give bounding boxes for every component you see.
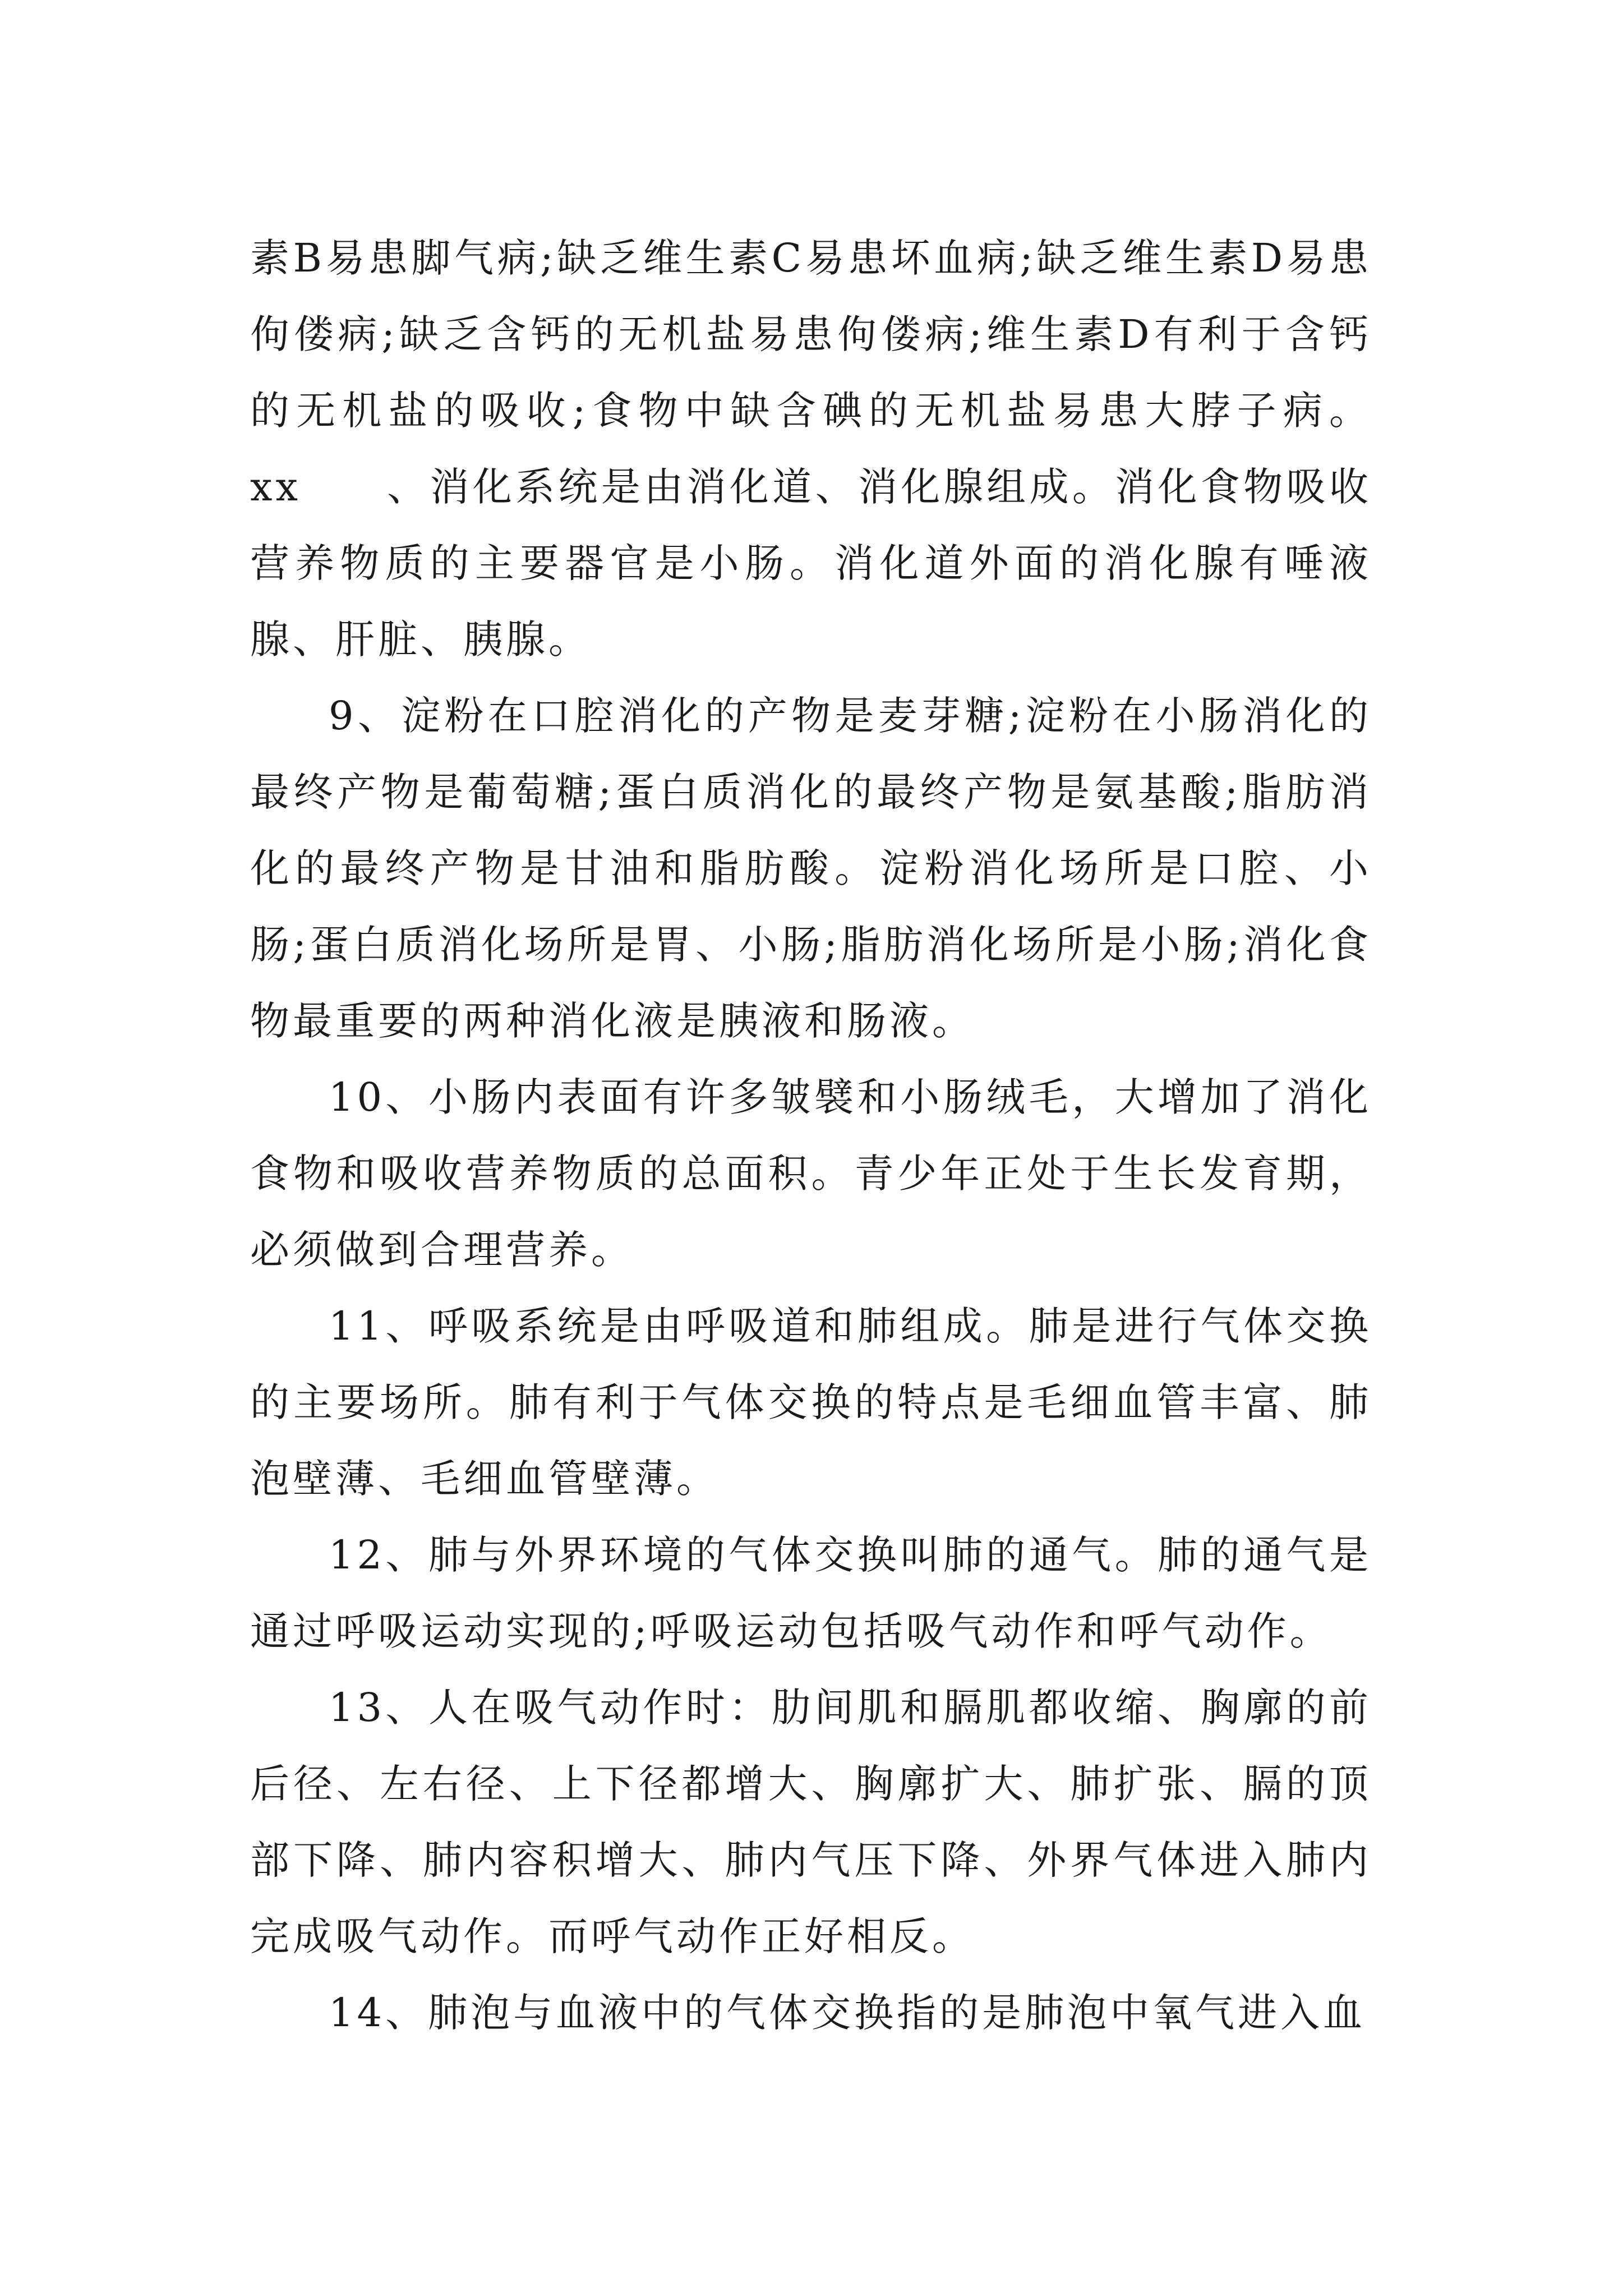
paragraph-11: 11、呼吸系统是由呼吸道和肺组成。肺是进行气体交换的主要场所。肺有利于气体交换的特点是毛细血管丰富、肺泡壁薄、毛细血管壁薄。 — [250, 1303, 1372, 1502]
document-body — [250, 220, 1372, 2051]
paragraph-10: 10、小肠内表面有许多皱襞和小肠绒毛，大增加了消化食物和吸收营养物质的总面积。青少年正处于生长发育期，必须做到合理营养。 — [250, 1074, 1372, 1273]
paragraph-continued: 素B易患脚气病;缺乏维生素C易患坏血病;缺乏维生素D易患佝偻病;缺乏含钙的无机盐易患佝偻病;维生素D有利于含钙的无机盐的吸收;食物中缺含碘的无机盐易患大脖子病。xx 、消化系统是由消化道、消化腺组成。消化食物吸收营养物质的主要器官是小肠。消化道外面的消化腺有唾液腺、肝脏、胰腺。 — [250, 235, 1372, 662]
paragraph-13: 13、人在吸气动作时：肋间肌和膈肌都收缩、胸廓的前后径、左右径、上下径都增大、胸廓扩大、肺扩张、膈的顶部下降、肺内容积增大、肺内气压下降、外界气体进入肺内完成吸气动作。而呼气动作正好相反。 — [250, 1685, 1372, 1959]
paragraph-14: 14、肺泡与血液中的气体交换指的是肺泡中氧气进入血 — [329, 1990, 1366, 2036]
paragraph-12: 12、肺与外界环境的气体交换叫肺的通气。肺的通气是通过呼吸运动实现的;呼吸运动包括吸气动作和呼气动作。 — [250, 1532, 1372, 1654]
paragraph-9: 9、淀粉在口腔消化的产物是麦芽糖;淀粉在小肠消化的最终产物是葡萄糖;蛋白质消化的最终产物是氨基酸;脂肪消化的最终产物是甘油和脂肪酸。淀粉消化场所是口腔、小肠;蛋白质消化场所是胃、小肠;脂肪消化场所是小肠;消化食物最重要的两种消化液是胰液和肠液。 — [250, 693, 1372, 1044]
